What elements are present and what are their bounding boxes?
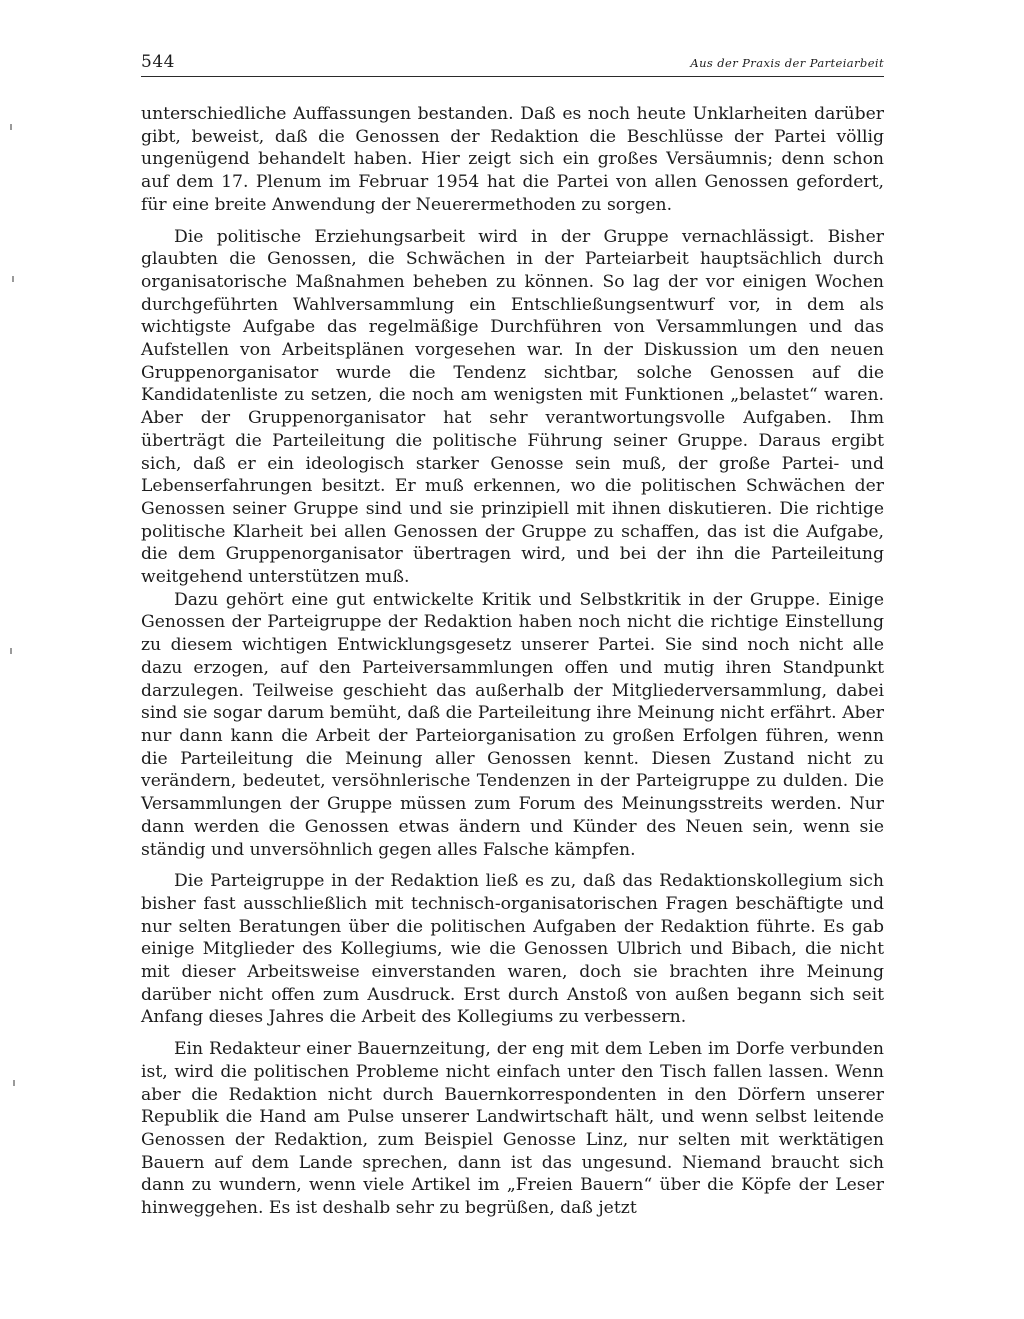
page-header bbox=[141, 52, 884, 78]
article-body bbox=[141, 103, 884, 1220]
scan-mark bbox=[10, 648, 12, 654]
paragraph-2: Die politische Erziehungsarbeit wird in der Gruppe vernachlässigt. Bisher glaubten die Genossen, die Schwächen in der Parteiarbeit hauptsächlich durch organisatorische Maßnahmen beheben zu können. So lag der vor einigen Wochen durchgeführten Wahlversammlung ein Entschließungsentwurf vor, in dem als wichtigste Aufgabe das regelmäßige Durchführen von Versammlungen und das Aufstellen von Arbeitsplänen vorgesehen war. In der Diskussion um den neuen Gruppenorganisator wurde die Tendenz sichtbar, solche Genossen auf die Kandidatenliste zu setzen, die noch am wenigsten mit Funktionen „belastet“ waren. Aber der Gruppenorganisator hat sehr verantwortungsvolle Aufgaben. Ihm überträgt die Parteileitung die politische Führung seiner Gruppe. Daraus ergibt sich, daß er ein ideologisch starker Genosse sein muß, der große Partei- und Lebenserfahrungen besitzt. Er muß erkennen, wo die politischen Schwächen der Genossen seiner Gruppe sind und sie prinzipiell mit ihnen diskutieren. Die richtige politische Klarheit bei allen Genossen der Gruppe zu schaffen, das ist die Aufgabe, die dem Gruppenorganisator übertragen wird, und bei der ihn die Parteileitung weitgehend unterstützen muß. bbox=[141, 226, 884, 588]
paragraph-4: Die Parteigruppe in der Redaktion ließ es zu, daß das Redaktionskollegium sich bisher fast ausschließlich mit technisch-organisatorischen Fragen beschäftigte und nur selten Beratungen über die politischen Aufgaben der Redaktion führte. Es gab einige Mitglieder des Kollegiums, wie die Genossen Ulbrich und Bibach, die nicht mit dieser Arbeitsweise einverstanden waren, doch sie brachten ihre Meinung darüber nicht offen zum Ausdruck. Erst durch Anstoß von außen begann sich seit Anfang dieses Jahres die Arbeit des Kollegiums zu verbessern. bbox=[141, 871, 884, 1028]
paragraph-5: Ein Redakteur einer Bauernzeitung, der eng mit dem Leben im Dorfe verbunden ist, wird die politischen Probleme nicht einfach unter den Tisch fallen lassen. Wenn aber die Redaktion nicht durch Bauernkorrespondenten in den Dörfern unserer Republik die Hand am Pulse unserer Landwirtschaft hält, und wenn selbst leitende Genossen der Redaktion, zum Beispiel Genosse Linz, nur selten mit werktätigen Bauern auf dem Lande sprechen, dann ist das ungesund. Niemand braucht sich dann zu wundern, wenn viele Artikel im „Freien Bauern“ über die Köpfe der Leser hinweggehen. Es ist deshalb sehr zu begrüßen, daß jetzt bbox=[141, 1039, 884, 1219]
paragraph-3: Dazu gehört eine gut entwickelte Kritik und Selbstkritik in der Gruppe. Einige Genossen der Parteigruppe der Redaktion haben noch nicht die richtige Einstellung zu diesem wichtigen Entwicklungsgesetz unserer Partei. Sie sind noch nicht alle dazu erzogen, auf den Parteiversammlungen offen und mutig ihren Standpunkt darzulegen. Teilweise geschieht das außerhalb der Mitgliederversammlung, dabei sind sie sogar darum bemüht, daß die Parteileitung ihre Meinung nicht erfährt. Aber nur dann kann die Arbeit der Parteiorganisation zu großen Erfolgen führen, wenn die Parteileitung die Meinung aller Genossen kennt. Diesen Zustand nicht zu verändern, bedeutet, versöhnlerische Tendenzen in der Parteigruppe zu dulden. Die Versammlungen der Gruppe müssen zum Forum des Meinungsstreits werden. Nur dann werden die Genossen etwas ändern und Künder des Neuen sein, wenn sie ständig und unversöhnlich gegen alles Falsche kämpfen. bbox=[141, 589, 884, 860]
page-number: 544 bbox=[141, 52, 175, 72]
scan-mark bbox=[10, 124, 12, 130]
scan-mark bbox=[13, 1080, 15, 1086]
header-rule bbox=[141, 76, 884, 77]
paragraph-1: unterschiedliche Auffassungen bestanden. Daß es noch heute Unklarheiten darüber gibt, beweist, daß die Genossen der Redaktion die Beschlüsse der Partei völlig ungenügend behandelt haben. Hier zeigt sich ein großes Versäumnis; denn schon auf dem 17. Plenum im Februar 1954 hat die Partei von allen Genossen gefordert, für eine breite Anwendung der Neuerermethoden zu sorgen. bbox=[141, 104, 884, 215]
running-title: Aus der Praxis der Parteiarbeit bbox=[690, 56, 884, 70]
scan-mark bbox=[12, 276, 14, 282]
